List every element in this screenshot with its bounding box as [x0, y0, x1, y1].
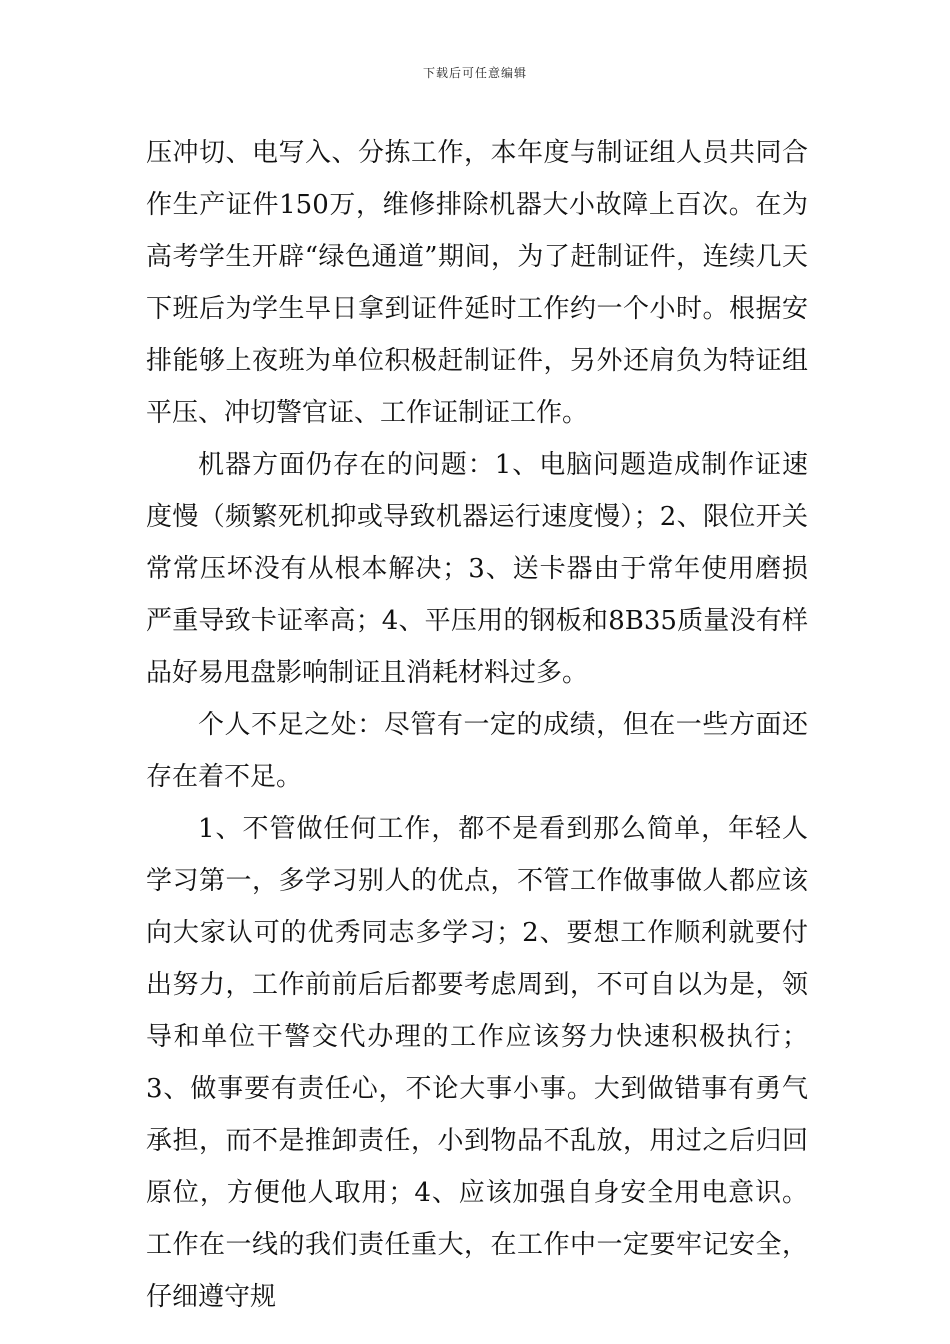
- paragraph-personal-shortcomings: 个人不足之处：尽管有一定的成绩，但在一些方面还存在着不足。: [146, 710, 808, 792]
- paragraph-improvement-points: 1、不管做任何工作，都不是看到那么简单，年轻人学习第一，多学习别人的优点，不管工作做事做人都应该向大家认可的优秀同志多学习；2、要想工作顺利就要付出努力，工作前前后后都要考虑周到，不可自以为是，领导和单位干警交代办理的工作应该努力快速积极执行；3、做事要有责任心，不论大事小事。大到做错事有勇气承担，而不是推卸责任，小到物品不乱放，用过之后归回原位，方便他人取用；4、应该加强自身安全用电意识。工作在一线的我们责任重大，在工作中一定要牢记安全，仔细遵守规: [146, 814, 808, 1312]
- document-body: [146, 127, 808, 1323]
- paragraph-machine-issues: 机器方面仍存在的问题：1、电脑问题造成制作证速度慢（频繁死机抑或导致机器运行速度慢）；2、限位开关常常压坏没有从根本解决；3、送卡器由于常年使用磨损严重导致卡证率高；4、平压用的钢板和8B35质量没有样品好易甩盘影响制证且消耗材料过多。: [146, 450, 808, 688]
- page-header: 下载后可任意编辑: [422, 66, 527, 80]
- paragraph-continuation: 压冲切、电写入、分拣工作，本年度与制证组人员共同合作生产证件150万，维修排除机器大小故障上百次。在为高考学生开辟“绿色通道”期间，为了赶制证件，连续几天下班后为学生早日拿到证件延时工作约一个小时。根据安排能够上夜班为单位积极赶制证件，另外还肩负为特证组平压、冲切警官证、工作证制证工作。: [146, 138, 808, 428]
